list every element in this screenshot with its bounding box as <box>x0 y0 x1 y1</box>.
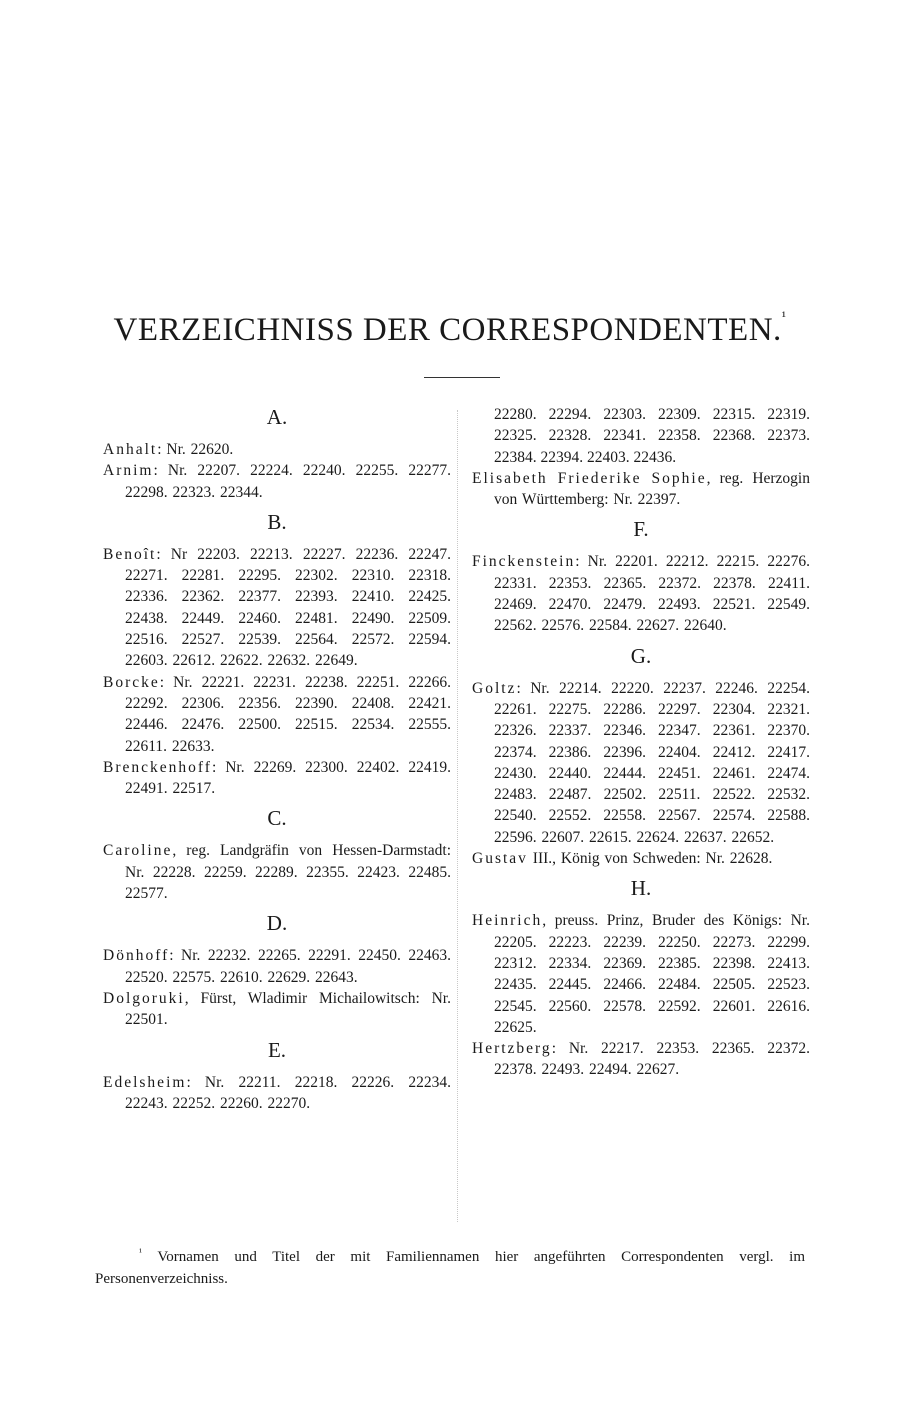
entry-numbers: , reg. Herzogin von Württemberg: Nr. 22397. <box>494 469 810 509</box>
entry-numbers: : Nr. 22207. 22224. 22240. 22255. 22277. 22298. 22323. 22344. <box>125 462 451 501</box>
section-letter-b: B. <box>267 509 287 534</box>
index-entry-gustav <box>472 848 810 869</box>
footnote-mark: ¹ <box>139 1247 142 1258</box>
left-column <box>103 404 451 1114</box>
entry-name: Goltz <box>472 679 517 697</box>
footnote-text: Vornamen und Titel der mit Familiennamen hier angeführten Correspondenten vergl. im Personenverzeichniss. <box>95 1249 805 1287</box>
entry-numbers: : Nr. 22221. 22231. 22238. 22251. 22266. 22292. 22306. 22356. 22390. 22408. 22421. 22446. 22476. 22500. 22515. 22534. 22555. 22611. 22633. <box>125 673 451 755</box>
page-title <box>0 312 900 349</box>
entry-name: Gustav <box>472 850 528 868</box>
index-entry-borcke <box>103 672 451 757</box>
index-entry-finckenstein <box>472 551 810 636</box>
section-letter-c: C. <box>267 806 287 831</box>
edelsheim-continuation: 22280. 22294. 22303. 22309. 22315. 22319. 22325. 22328. 22341. 22358. 22368. 22373. 22384. 22394. 22403. 22436. <box>494 406 810 466</box>
entry-name: Hertzberg <box>472 1040 552 1058</box>
section-letter-g: G. <box>630 643 652 668</box>
entry-name: Heinrich <box>472 912 543 930</box>
section-letter-e: E. <box>267 1037 287 1062</box>
page-title-text: VERZEICHNISS DER CORRESPONDENTEN. <box>113 312 782 348</box>
entry-name: Benoît <box>103 545 157 563</box>
entry-numbers: , preuss. Prinz, Bruder des Königs: Nr. 22205. 22223. 22239. 22250. 22273. 22299. 22312. 22334. 22369. 22385. 22398. 22413. 22435. 22445. 22466. 22484. 22505. 22523. 22545. 22560. 22578. 22592. 22601. 22616. 22625. <box>494 912 810 1036</box>
entry-numbers: : Nr. 22211. 22218. 22226. 22234. 22243. 22252. 22260. 22270. <box>125 1073 451 1112</box>
entry-name: Anhalt <box>103 441 158 458</box>
entry-numbers: , Fürst, Wladimir Michailowitsch: Nr. 22501. <box>125 989 451 1029</box>
entry-numbers: III., König von Schweden: Nr. 22628. <box>527 850 773 868</box>
entry-name: Elisabeth Friederike Sophie <box>472 469 707 487</box>
section-letter-f: F. <box>633 517 649 542</box>
entry-name: Edelsheim <box>103 1073 187 1091</box>
index-entry-doenhoff <box>103 945 451 988</box>
title-footnote-mark: ¹ <box>781 310 787 325</box>
entry-numbers: : Nr. 22201. 22212. 22215. 22276. 22331. 22353. 22365. 22372. 22378. 22411. 22469. 22470. 22479. 22493. 22521. 22549. 22562. 22576. 22584. 22627. 22640. <box>494 553 810 635</box>
index-entry-dolgoruki <box>103 988 451 1031</box>
right-column <box>472 404 810 1081</box>
footnote <box>95 1242 805 1290</box>
entry-numbers: : Nr. 22232. 22265. 22291. 22450. 22463. 22520. 22575. 22610. 22629. 22643. <box>125 947 451 986</box>
entry-numbers: : Nr. 22217. 22353. 22365. 22372. 22378. 22493. 22494. 22627. <box>494 1040 810 1079</box>
index-entry-goltz <box>472 678 810 848</box>
index-entry-brenckenhoff <box>103 757 451 800</box>
index-entry-anhalt <box>103 439 451 460</box>
entry-numbers: : Nr 22203. 22213. 22227. 22236. 22247. 22271. 22281. 22295. 22302. 22310. 22318. 22336. 22362. 22377. 22393. 22410. 22425. 22438. 22449. 22460. 22481. 22490. 22509. 22516. 22527. 22539. 22564. 22572. 22594. 22603. 22612. 22622. 22632. 22649. <box>125 545 451 670</box>
entry-name: Dolgoruki <box>103 989 185 1007</box>
section-letter-h: H. <box>630 876 652 901</box>
entry-name: Borcke <box>103 673 160 691</box>
index-entry-arnim <box>103 460 451 503</box>
index-entry-benoit <box>103 544 451 672</box>
entry-numbers: : Nr. 22269. 22300. 22402. 22419. 22491. 22517. <box>125 758 451 798</box>
entry-numbers: : Nr. 22620. <box>157 441 234 458</box>
entry-numbers: , reg. Landgräfin von Hessen-Darmstadt: Nr. 22228. 22259. 22289. 22355. 22423. 22485. 22577. <box>125 842 451 903</box>
entry-name: Arnim <box>103 462 154 480</box>
column-divider <box>457 410 458 1222</box>
index-entry-heinrich <box>472 910 810 1038</box>
index-entry-edelsheim <box>103 1072 451 1115</box>
index-entry-hertzberg <box>472 1038 810 1081</box>
entry-name: Caroline <box>103 842 173 860</box>
entry-name: Brenckenhoff <box>103 758 212 776</box>
section-letter-a: A. <box>266 405 288 429</box>
title-rule <box>424 377 500 378</box>
entry-name: Dönhoff <box>103 947 170 965</box>
entry-name: Finckenstein <box>472 553 576 571</box>
entry-numbers: : Nr. 22214. 22220. 22237. 22246. 22254. 22261. 22275. 22286. 22297. 22304. 22321. 22326. 22337. 22346. 22347. 22361. 22370. 22374. 22386. 22396. 22404. 22412. 22417. 22430. 22440. 22444. 22451. 22461. 22474. 22483. 22487. 22502. 22511. 22522. 22532. 22540. 22552. 22558. 22567. 22574. 22588. 22596. 22607. 22615. 22624. 22637. 22652. <box>494 679 810 846</box>
index-entry-caroline <box>103 840 451 904</box>
index-entry-elisabeth <box>472 468 810 511</box>
section-letter-d: D. <box>266 911 288 936</box>
